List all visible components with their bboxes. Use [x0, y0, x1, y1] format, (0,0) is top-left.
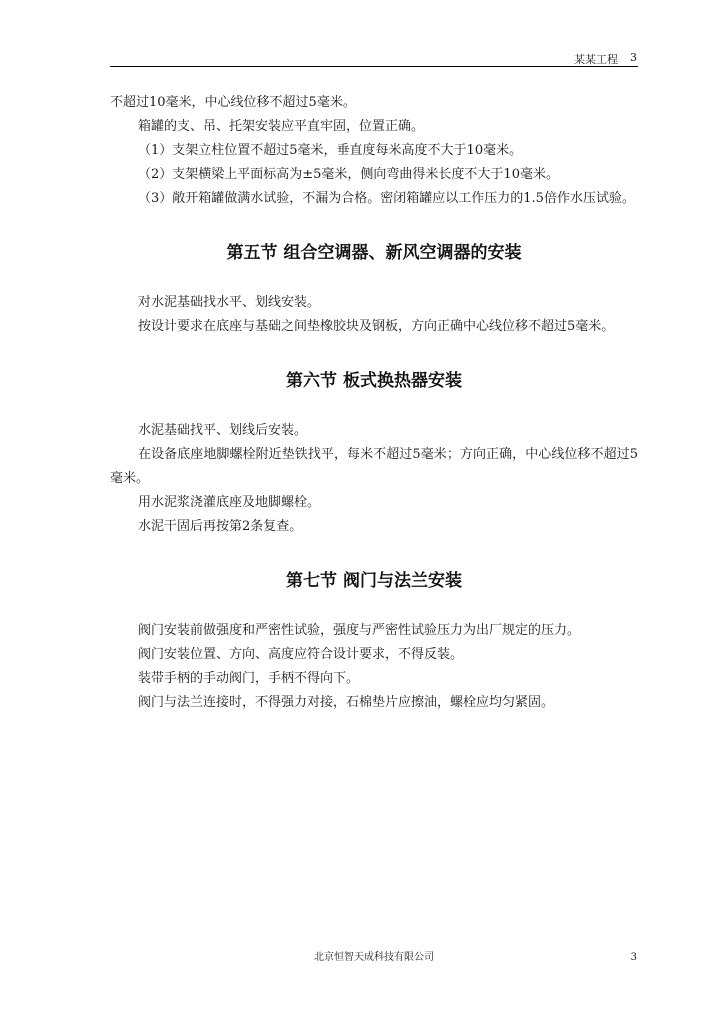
paragraph: 按设计要求在底座与基础之间垫橡胶块及钢板，方向正确中心线位移不超过5毫米。 [138, 319, 615, 334]
section-heading-7: 第七节 阀门与法兰安装 [286, 571, 462, 591]
section-heading-5: 第五节 组合空调器、新风空调器的安装 [226, 243, 522, 263]
section-heading-6: 第六节 板式换热器安装 [286, 371, 462, 391]
paragraph: 在设备底座地脚螺栓附近垫铁找平，每米不超过5毫米；方向正确，中心线位移不超过5毫米。 [110, 447, 638, 486]
header-title: 某某工程 [574, 53, 618, 66]
header-page-number: 3 [630, 51, 637, 64]
paragraph: （3）敞开箱罐做满水试验，不漏为合格。密闭箱罐应以工作压力的1.5倍作水压试验。 [138, 191, 635, 206]
paragraph: 水泥基础找平、划线后安装。 [138, 423, 308, 438]
page-header [110, 50, 638, 67]
paragraph: 装带手柄的手动阀门，手柄不得向下。 [138, 671, 360, 686]
paragraph: 阀门安装前做强度和严密性试验，强度与严密性试验压力为出厂规定的压力。 [138, 623, 581, 638]
paragraph: 阀门安装位置、方向、高度应符合设计要求，不得反装。 [138, 647, 464, 662]
document-body [110, 91, 638, 715]
paragraph: （1）支架立柱位置不超过5毫米，垂直度每米高度不大于10毫米。 [138, 143, 523, 158]
footer-company: 北京恒智天成科技有限公司 [314, 952, 434, 963]
paragraph: 阀门与法兰连接时，不得强力对接，石棉垫片应擦油，螺栓应均匀紧固。 [138, 695, 555, 710]
paragraph: 箱罐的支、吊、托架安装应平直牢固，位置正确。 [138, 119, 425, 134]
paragraph: 对水泥基础找水平、划线安装。 [138, 295, 321, 310]
paragraph: 用水泥浆浇灌底座及地脚螺栓。 [138, 495, 321, 510]
paragraph: （2）支架横梁上平面标高为±5毫米，侧向弯曲得米长度不大于10毫米。 [138, 167, 559, 182]
paragraph: 不超过10毫米，中心线位移不超过5毫米。 [110, 95, 356, 110]
footer-page-number: 3 [630, 952, 637, 963]
paragraph: 水泥干固后再按第2条复查。 [138, 519, 303, 534]
